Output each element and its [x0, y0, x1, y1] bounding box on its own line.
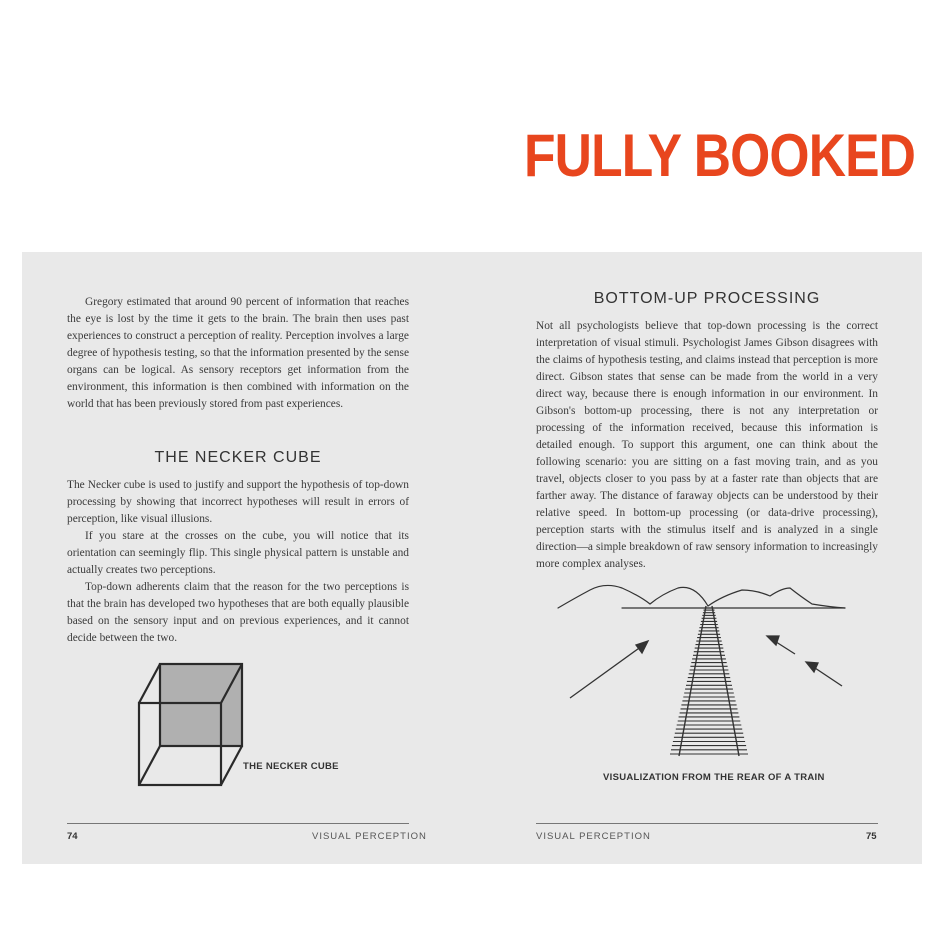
left-body: [67, 477, 409, 647]
train-figure-caption: VISUALIZATION FROM THE REAR OF A TRAIN: [603, 772, 825, 783]
necker-paragraph-1: The Necker cube is used to justify and support the hypothesis of top-down processing by showing that incorrect hypotheses will result in errors of perception, like visual illusions.: [67, 479, 409, 525]
brand-logo: FULLY BOOKED: [524, 122, 916, 189]
left-footer-rule: [67, 823, 409, 824]
necker-paragraph-2: If you stare at the crosses on the cube, you will notice that its orientation can seemingly flip. This single physical pattern is unstable and actually creates two perceptions.: [67, 530, 409, 576]
necker-cube-heading: THE NECKER CUBE: [154, 449, 322, 466]
left-page-number: 74: [67, 831, 78, 842]
intro-paragraph: Gregory estimated that around 90 percent of information that reaches the eye is lost by the time it gets to the brain. The brain then uses past experiences to construct a perception of reality. Perception involves a large degree of hypothesis testing, so that the information presented by the sense organs can be logical. As sensory receptors get information from the environment, this information is then combined with information on the world that has been previously stored from past experiences.: [67, 296, 409, 410]
bottom-up-heading: BOTTOM-UP PROCESSING: [593, 290, 821, 307]
right-page-number: 75: [866, 831, 877, 842]
right-body: [536, 318, 878, 573]
right-footer-rule: [536, 823, 878, 824]
left-intro: [67, 294, 409, 413]
necker-cube-caption: THE NECKER CUBE: [243, 761, 339, 772]
left-running-head: VISUAL PERCEPTION: [312, 831, 427, 842]
necker-paragraph-3: Top-down adherents claim that the reason for the two perceptions is that the brain has developed two hypotheses that are both equally plausible based on the sensory input and on previous experiences, and it cannot decide between the two.: [67, 581, 409, 644]
right-running-head: VISUAL PERCEPTION: [536, 831, 651, 842]
bottom-up-paragraph: Not all psychologists believe that top-down processing is the correct interpretation of visual stimuli. Psychologist James Gibson disagrees with the claims of hypothesis testing, and claims instead that perception is more direct. Gibson states that sense can be made from the world in a very direct way, because there is enough information in our environment. In Gibson's bottom-up processing, there is not any interpretation or processing of the information received, because this information is detailed enough. To support this argument, one can think about the following scenario: you are sitting on a fast moving train, and as you travel, objects closer to you pass by at a faster rate than objects that are farther away. The distance of faraway objects can be understood by their relative speed. In bottom-up processing (or data-drive processing), perception starts with the stimulus itself and is analyzed in a single direction—a simple breakdown of raw sensory information to increasingly more complex analyses.: [536, 320, 878, 570]
